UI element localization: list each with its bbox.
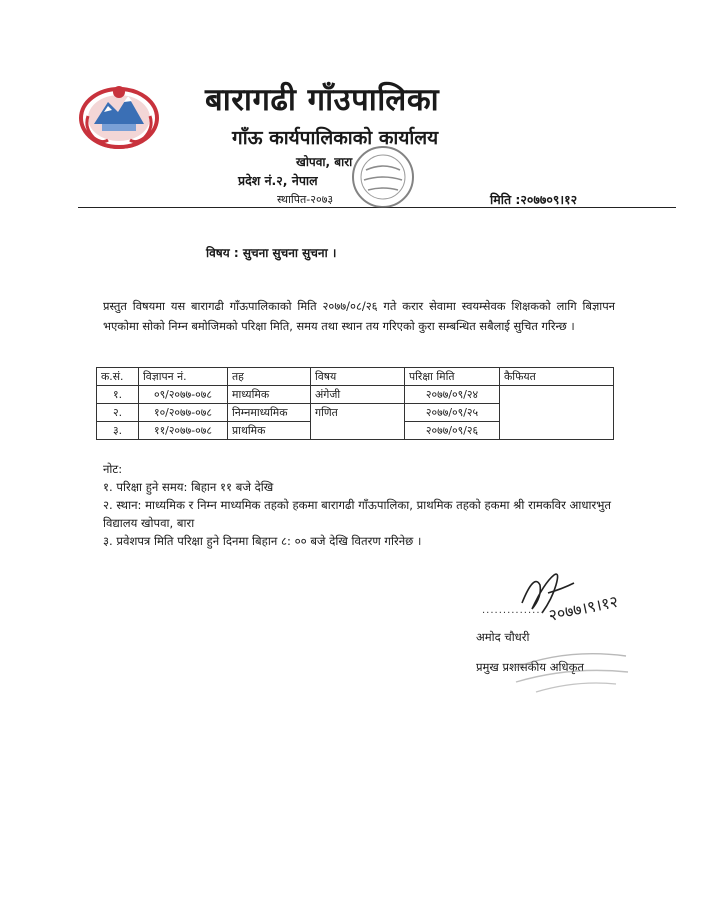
column-header: कैफियत xyxy=(500,368,614,386)
table-cell: २०७७/०९/२६ xyxy=(405,422,500,440)
table-cell: अंगेजी xyxy=(311,386,405,404)
signature-date: २०७७।९।१२ xyxy=(546,591,620,625)
subject-line: विषय : सुचना सुचना सुचना । xyxy=(206,246,337,260)
table-cell: ३. xyxy=(97,422,139,440)
note-item: १. परिक्षा हुने समय: बिहान ११ बजे देखि xyxy=(103,480,274,494)
established-year: स्थापित-२०७३ xyxy=(277,193,334,206)
table-cell: निम्नमाध्यमिक xyxy=(228,404,311,422)
table-row xyxy=(97,422,614,440)
signatory-post: प्रमुख प्रशासकीय अधिकृत xyxy=(476,660,584,674)
notes-heading: नोट: xyxy=(103,462,123,476)
address-line-1: खोपवा, बारा xyxy=(296,155,353,169)
table-cell: २. xyxy=(97,404,139,422)
body-paragraph: प्रस्तुत विषयमा यस बारागढी गाँऊपालिकाको मिति २०७७/०८/२६ गते करार सेवामा स्वयम्सेवक शिक्षकको लागि बिज्ञापन भएकोमा सोको निम्न बमोजिमको परिक्षा मिति, समय तथा स्थान तय गरिएको कुरा सम्बन्धित सबैलाई सुचित गरिन्छ । xyxy=(103,299,615,333)
column-header: परिक्षा मिति xyxy=(405,368,500,386)
address-line-2: प्रदेश नं.२, नेपाल xyxy=(238,173,318,188)
column-header: विषय xyxy=(311,368,405,386)
signature-dotted-line: ............... xyxy=(482,605,545,616)
column-header: विज्ञापन नं. xyxy=(139,368,228,386)
column-header: तह xyxy=(228,368,311,386)
table-cell: १०/२०७७-०७८ xyxy=(139,404,228,422)
table-cell: १. xyxy=(97,386,139,404)
table-cell: २०७७/०९/२४ xyxy=(405,386,500,404)
table-cell: प्राथमिक xyxy=(228,422,311,440)
table-cell xyxy=(311,422,405,440)
table-cell: गणित xyxy=(311,404,405,422)
table-cell: ०९/२०७७-०७८ xyxy=(139,386,228,404)
office-stamp-icon xyxy=(348,140,418,214)
table-cell: २०७७/०९/२५ xyxy=(405,404,500,422)
officer-stamp-icon xyxy=(506,638,636,696)
notes-section xyxy=(103,460,643,550)
table-cell: माध्यमिक xyxy=(228,386,311,404)
signatory-name: अमोद चौधरी xyxy=(476,630,530,644)
municipality-title: बारागढी गाँउपालिका xyxy=(205,82,440,118)
government-emblem-icon xyxy=(78,82,160,150)
note-item: २. स्थान: माध्यमिक र निम्न माध्यमिक तहको हकमा बारागढी गाँऊपालिका, प्राथमिक तहको हकमा श्री रामकविर आधारभुत विद्यालय खोपवा, बारा xyxy=(103,498,612,530)
table-cell xyxy=(500,404,614,422)
office-subtitle: गाँऊ कार्यपालिकाको कार्यालय xyxy=(232,127,439,149)
column-header: क.सं. xyxy=(97,368,139,386)
table-header-row xyxy=(97,368,614,386)
table-cell: ११/२०७७-०७८ xyxy=(139,422,228,440)
letter-date: मिति :२०७७०९।१२ xyxy=(490,192,578,207)
note-item: ३. प्रवेशपत्र मिति परिक्षा हुने दिनमा बिहान ८: ०० बजे देखि वितरण गरिनेछ । xyxy=(103,534,422,548)
table-row xyxy=(97,386,614,404)
table-cell xyxy=(500,386,614,404)
table-row xyxy=(97,404,614,422)
exam-schedule-table xyxy=(96,367,614,440)
table-cell xyxy=(500,422,614,440)
